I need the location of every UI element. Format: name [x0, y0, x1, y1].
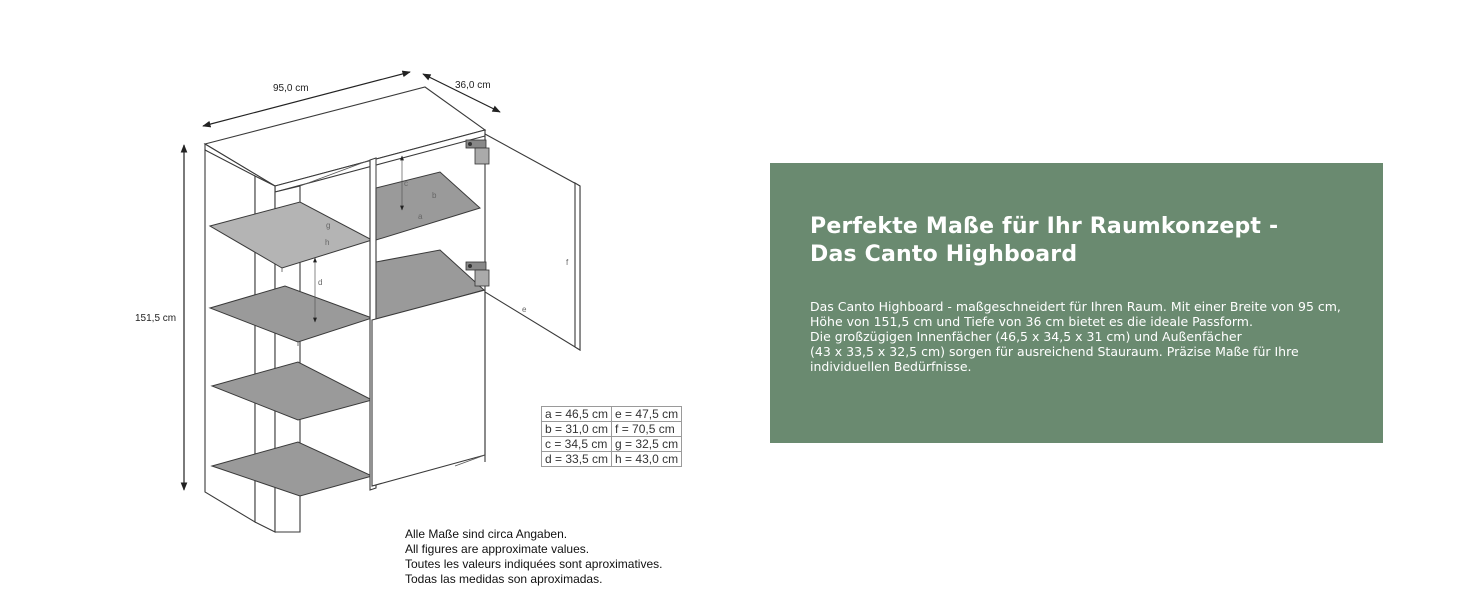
- label-b: b: [432, 191, 437, 200]
- label-f: f: [566, 258, 569, 267]
- legend-cell: f = 70,5 cm: [612, 422, 682, 437]
- disclaimer-line: Alle Maße sind circa Angaben.: [405, 527, 568, 541]
- legend-cell: b = 31,0 cm: [542, 422, 612, 437]
- legend-cell: e = 47,5 cm: [612, 407, 682, 422]
- height-label: 151,5 cm: [135, 313, 177, 324]
- label-h: h: [325, 238, 330, 247]
- label-g: g: [326, 221, 331, 230]
- legend-row: [542, 407, 682, 422]
- info-title: [810, 213, 1345, 269]
- info-panel: [770, 163, 1383, 443]
- legend-cell: d = 33,5 cm: [542, 452, 612, 467]
- measurement-legend: [541, 406, 682, 467]
- label-a: a: [418, 212, 423, 221]
- disclaimer-line: All figures are approximate values.: [405, 542, 590, 556]
- legend-row: [542, 437, 682, 452]
- label-e: e: [522, 305, 527, 314]
- legend-cell: h = 43,0 cm: [612, 452, 682, 467]
- legend-cell: a = 46,5 cm: [542, 407, 612, 422]
- info-description-line: (43 x 33,5 x 32,5 cm) sorgen für ausreichend Stauraum. Präzise Maße für Ihre: [810, 344, 1299, 359]
- disclaimer-line: Todas las medidas son aproximadas.: [405, 572, 603, 586]
- depth-label: 36,0 cm: [455, 80, 491, 91]
- disclaimer-line: Toutes les valeurs indiquées sont aproximatives.: [405, 557, 663, 571]
- info-description-line: Höhe von 151,5 cm und Tiefe von 36 cm bietet es die ideale Passform.: [810, 314, 1253, 329]
- legend-cell: c = 34,5 cm: [542, 437, 612, 452]
- label-c: c: [404, 179, 408, 188]
- info-title-line: Perfekte Maße für Ihr Raumkonzept -: [810, 214, 1279, 239]
- disclaimer-text: [405, 527, 662, 587]
- legend-cell: g = 32,5 cm: [612, 437, 682, 452]
- info-description-line: Die großzügigen Innenfächer (46,5 x 34,5 x 31 cm) und Außenfächer: [810, 329, 1242, 344]
- info-description-line: individuellen Bedürfnisse.: [810, 359, 972, 374]
- label-d: d: [318, 278, 323, 287]
- hinge-icon: [466, 140, 489, 164]
- info-title-line: Das Canto Highboard: [810, 242, 1078, 267]
- info-description: [810, 299, 1345, 374]
- legend-row: [542, 422, 682, 437]
- legend-row: [542, 452, 682, 467]
- width-label: 95,0 cm: [273, 83, 309, 94]
- info-description-line: Das Canto Highboard - maßgeschneidert für Ihren Raum. Mit einer Breite von 95 cm,: [810, 299, 1341, 314]
